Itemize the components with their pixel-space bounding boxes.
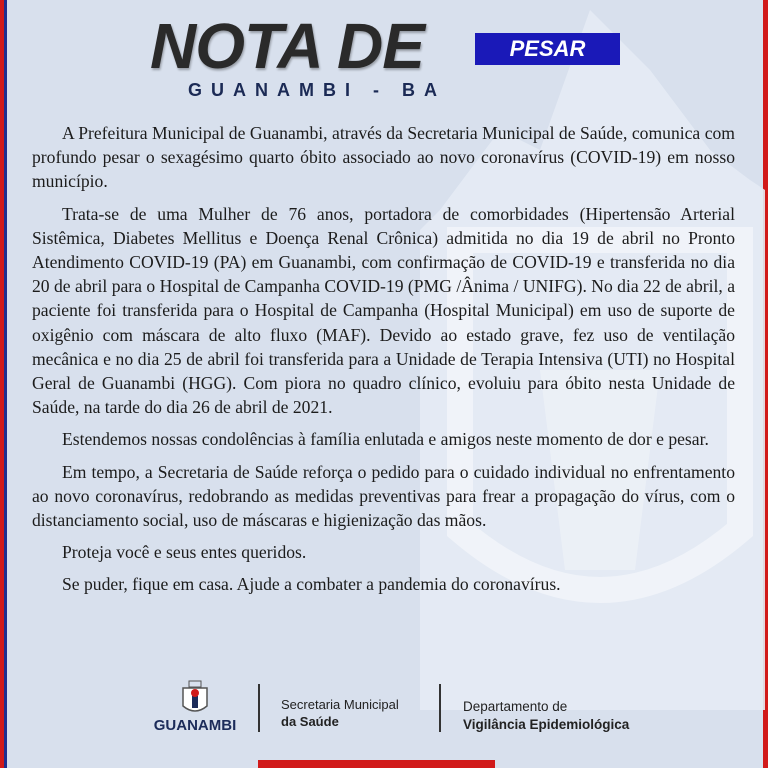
paragraph: Estendemos nossas condolências à família enlutada e amigos neste momento de dor e pesar. bbox=[62, 429, 709, 450]
page-title: NOTA DE bbox=[150, 10, 424, 82]
paragraph: Em tempo, a Secretaria de Saúde reforça o pedido para o cuidado individual no enfrentamento ao novo coronavírus, redobrando as medidas preventivas para frear a propagação do vírus, com o distanciamento social, uso de máscaras e higienização das mãos. bbox=[32, 461, 735, 531]
secretaria-line2: da Saúde bbox=[281, 714, 339, 729]
departamento-line2: Vigilância Epidemiológica bbox=[463, 717, 630, 732]
note-body bbox=[32, 121, 735, 605]
bottom-red-bar bbox=[258, 760, 495, 768]
left-blue-border bbox=[4, 0, 7, 768]
prefeitura-logo bbox=[150, 678, 240, 740]
divider bbox=[439, 684, 441, 732]
secretaria-line1: Secretaria Municipal bbox=[281, 697, 399, 712]
logo-text: GUANAMBI bbox=[153, 717, 237, 734]
paragraph: A Prefeitura Municipal de Guanambi, através da Secretaria Municipal de Saúde, comunica com profundo pesar o sexagésimo quarto óbito associado ao novo coronavírus (COVID-19) em nosso município. bbox=[32, 123, 735, 192]
subtitle-location: GUANAMBI - BA bbox=[188, 80, 446, 100]
title-badge: PESAR bbox=[475, 33, 620, 65]
paragraph: Proteja você e seus entes queridos. bbox=[62, 542, 307, 563]
departamento-line1: Departamento de bbox=[463, 699, 568, 714]
paragraph: Trata-se de uma Mulher de 76 anos, portadora de comorbidades (Hipertensão Arterial Sistêmica, Diabetes Mellitus e Doença Renal Crônica) admitida no dia 19 de abril no Pronto Atendimento COVID-19 (PA) em Guanambi, com confirmação de COVID-19 e transferida no dia 20 de abril para o Hospital de Campanha COVID-19 (PMG /Ânima / UNIFG). No dia 22 de abril, a paciente foi transferida para o Hospital de Campanha (Hospital Municipal) em uso de suporte de oxigênio com máscara de alto fluxo (MAF). Devido ao estado grave, fez uso de ventilação mecânica e no dia 25 de abril foi transferida para a Unidade de Terapia Intensiva (UTI) no Hospital Geral de Guanambi (HGG). Com piora no quadro clínico, evoluiu para óbito nesta Unidade de Saúde, na tarde do dia 26 de abril de 2021. bbox=[32, 203, 735, 418]
departamento-label bbox=[463, 698, 629, 734]
paragraph: Se puder, fique em casa. Ajude a combater a pandemia do coronavírus. bbox=[62, 574, 561, 595]
footer bbox=[0, 678, 768, 738]
divider bbox=[258, 684, 260, 732]
secretaria-label bbox=[281, 696, 399, 730]
coat-of-arms-icon bbox=[175, 678, 215, 720]
